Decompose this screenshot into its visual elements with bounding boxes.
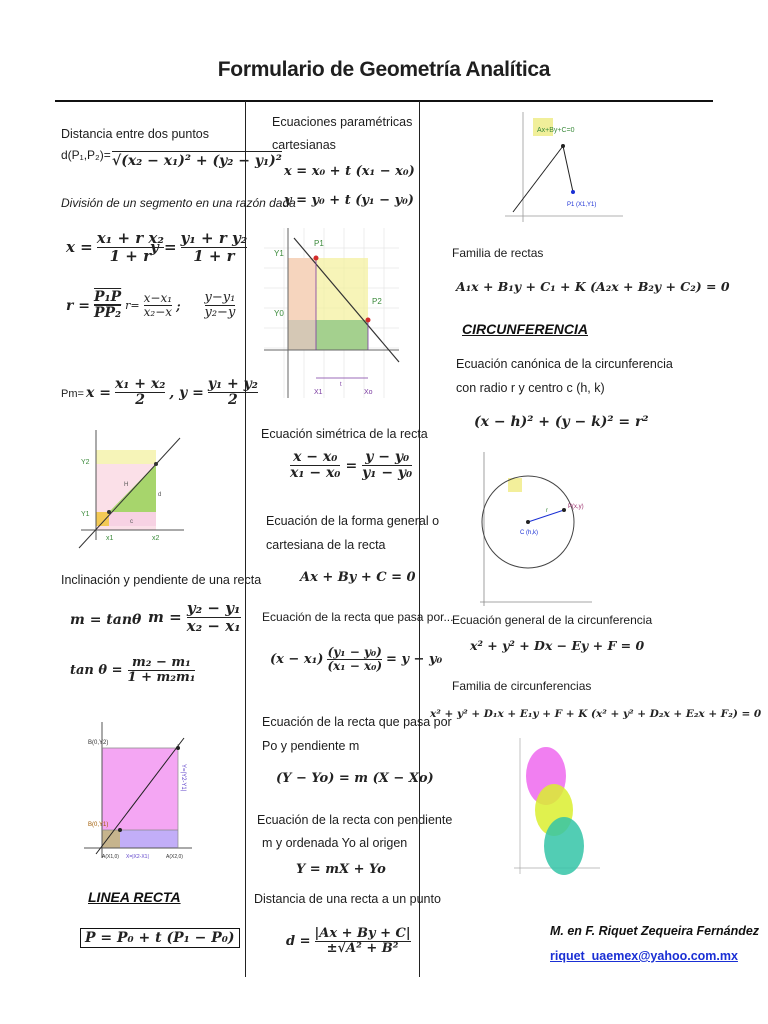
graph2-b0: B(0,Y1) [88,822,109,828]
division-y-frac [181,230,248,264]
parametricas-label-2: cartesianas [272,138,336,152]
graph4-pt: P1 (X1,Y1) [567,202,597,208]
familia-circ-label: Familia de circunferencias [452,679,592,693]
graph1-c: c [130,519,133,525]
ordenada-label-1: Ecuación de la recta con pendiente [257,813,453,827]
author-email[interactable]: riquet_uaemex@yahoo.com.mx [550,949,738,963]
graph1-point-2 [154,462,158,466]
canonica-formula: (x − h)² + (y − k)² = r² [474,414,649,430]
pasa-frac [327,646,382,673]
pasa-rhs: = y − y₀ [386,652,443,668]
pasa-formula [270,646,442,673]
graph3-y1: Y1 [274,249,284,258]
razon-eq: r = [66,297,90,314]
pm-y-num: y₁ + y₂ [207,376,258,392]
pm-y-frac [208,377,258,409]
division-graph [76,430,186,555]
pm-x-den: 2 [135,392,146,409]
graph3-p1: P1 [314,239,324,248]
graph4-point-p1 [571,190,575,194]
general-label-2: cartesiana de la recta [266,538,386,552]
graph2-point-2 [176,746,180,750]
graph4-line-2 [563,146,573,192]
graph1-x2: x2 [152,535,160,542]
circle-family-graph [512,738,602,878]
graph3-pink-area [288,258,316,350]
general-label-1: Ecuación de la forma general o [266,514,440,528]
graph1-d: d [158,492,162,498]
m-num: y₂ − y₁ [186,599,241,617]
familia-rectas-label: Familia de rectas [452,246,544,260]
graph2-point-1 [118,828,122,832]
distancia-formula: √(x₂ − x₁)² + (y₂ − y₁)² [112,153,282,169]
razon-y-frac [205,291,236,321]
graph1-y2: Y2 [81,459,90,466]
sim-right-den: y₁ − y₀ [362,465,413,482]
parametricas-label-1: Ecuaciones paramétricas [272,115,413,129]
linea-recta-heading: LINEA RECTA [88,889,181,905]
parametric-graph [264,228,404,403]
razon-sep: ; [176,298,181,313]
distancia-lhs: d(P₁,P₂)= [61,148,111,162]
graph1-x1: x1 [106,535,114,542]
slope-graph [84,722,194,862]
pendiente-formula: (Y − Yo) = m (X − Xo) [276,771,434,786]
graph3-point-p2 [366,318,371,323]
division-y-num: y₁ + r y₂ [180,229,248,247]
graph1-h: H [124,482,129,488]
m-tan-formula: m = tanθ [70,612,142,628]
graph3-p2: P2 [372,297,382,306]
m-frac [187,600,241,634]
sim-right-num: y − y₀ [365,449,410,465]
canonica-label-2: con radio r y centro c (h, k) [456,381,605,395]
familia-circ-formula: x² + y² + D₁x + E₁y + F + K (x² + y² + D₂x + E₂x + F₂) = 0 [430,708,762,720]
graph2-corner [102,830,120,848]
simetrica-formula [290,450,412,482]
tan-num: m₂ − m₁ [132,655,191,670]
graph1-y1: Y1 [81,511,90,518]
general-circ-formula: x² + y² + Dx − Ey + F = 0 [470,638,645,653]
graph3-x0: Xo [364,389,373,396]
graph4-eq: Ax+By+C=0 [537,127,575,134]
ordenada-formula: Y = mX + Yo [296,862,386,877]
pendiente-label-2: Po y pendiente m [262,739,360,753]
m-slope-formula [148,600,241,634]
graph5-center [526,520,530,524]
dp-lhs: d = [286,934,311,950]
razon-frac [94,290,121,322]
pm-x-num: x₁ + x₂ [114,376,166,392]
distancia-punto-label: Distancia de una recta a un punto [254,892,441,906]
pasa-num: (y₁ − y₀) [327,645,382,659]
razon-x-frac [144,292,172,319]
graph3-point-p1 [314,256,319,261]
tan-frac [128,656,196,686]
sim-left-frac [290,450,340,482]
general-formula: Ax + By + C = 0 [300,570,416,585]
pm-sep: , y = [169,384,204,401]
pasa-den: (x₁ − x₀) [327,659,383,674]
division-x-num: x₁ + r x₂ [96,229,164,247]
dp-den: ±√A² + B² [326,941,399,957]
razon-num: P₁P [93,289,122,305]
graph4-line-1 [513,146,563,212]
graph4-point-a [561,144,565,148]
razon-y-den: y₂−y [204,305,236,321]
pendiente-label-1: Ecuación de la recta que pasa por [262,715,452,729]
razon-den: PP₂ [93,305,122,322]
ordenada-label-2: m y ordenada Yo al origen [262,836,408,850]
graph5-c: C (h,k) [520,530,538,536]
header-divider [55,100,713,102]
division-x-den: 1 + r [109,246,151,265]
circle-graph [476,452,594,610]
sim-right-frac [362,450,412,482]
family-lines-graph [505,112,625,227]
graph2-dx: X=|X2-X1| [126,854,149,860]
general-circ-label: Ecuación general de la circunferencia [452,613,653,627]
pasa-label: Ecuación de la recta que pasa por... [262,610,454,624]
division-label: División de un segmento en una razón dada [61,196,296,210]
division-y-den: 1 + r [193,246,235,265]
graph2-a2: A(X2,0) [166,854,183,860]
division-y-eq: y = [150,238,177,256]
graph1-top-band [96,450,156,464]
graph2-b1: B(0,Y2) [88,740,109,746]
division-x-eq: x = [66,238,93,256]
page-title: Formulario de Geometría Analítica [217,58,551,81]
inclinacion-label: Inclinación y pendiente de una recta [61,573,262,587]
author-name: M. en F. Riquet Zequeira Fernández [550,924,760,938]
graph5-p: P(x,y) [568,504,584,510]
razon-y-num: y−y₁ [204,290,236,306]
graph3-t: t [340,382,342,388]
graph2-dy: Y=|Y2-Y1| [180,764,186,792]
canonica-label-1: Ecuación canónica de la circunferencia [456,357,673,371]
dp-frac [315,927,411,957]
razon-x-den: x₂−x [143,305,173,320]
tan-den: 1 + m₂m₁ [127,670,196,686]
graph5-point [562,508,566,512]
graph5-r: r [546,508,548,514]
dp-num: |Ax + By + C| [314,926,411,941]
m-den: x₂ − x₁ [186,616,241,635]
distancia-label: Distancia entre dos puntos [61,127,210,141]
sim-eq: = [345,457,358,474]
linea-recta-formula: P = P₀ + t (P₁ − P₀) [80,928,240,948]
graph3-x1: X1 [314,389,323,396]
tan-angle-formula [70,656,195,686]
simetrica-label: Ecuación simétrica de la recta [261,427,428,441]
pm-x-frac [115,377,165,409]
razon-formula [66,290,235,322]
distancia-punto-formula [286,927,411,957]
sim-left-den: x₁ − x₀ [290,465,341,482]
circunferencia-heading: CIRCUNFERENCIA [462,321,588,337]
razon-x-num: x−x₁ [143,291,173,306]
pm-y-den: 2 [228,392,238,409]
sim-left-num: x − x₀ [293,449,338,465]
razon-sub: r= [125,299,140,313]
graph2-a1: A(X1,0) [102,854,119,860]
pm-x-eq: x = [86,384,111,401]
familia-rectas-formula: A₁x + B₁y + C₁ + K (A₂x + B₂y + C₂) = 0 [456,279,730,294]
graph3-y0: Y0 [274,309,284,318]
column-divider-2 [419,101,420,977]
tan-eq: tan θ = [70,663,123,679]
parametricas-x: x = x₀ + t (x₁ − x₀) [284,164,415,179]
parametricas-y: y = y₀ + t (y₁ − y₀) [284,193,414,208]
division-y-formula [150,230,247,264]
graph6-teal-circle [544,817,584,875]
pm-label: Pm= [61,388,84,400]
pasa-lhs: (x − x₁) [270,652,324,668]
graph1-small-square [96,512,109,526]
m-eq: m = [148,608,182,626]
graph1-point-1 [107,510,111,514]
pm-formula [86,377,258,409]
